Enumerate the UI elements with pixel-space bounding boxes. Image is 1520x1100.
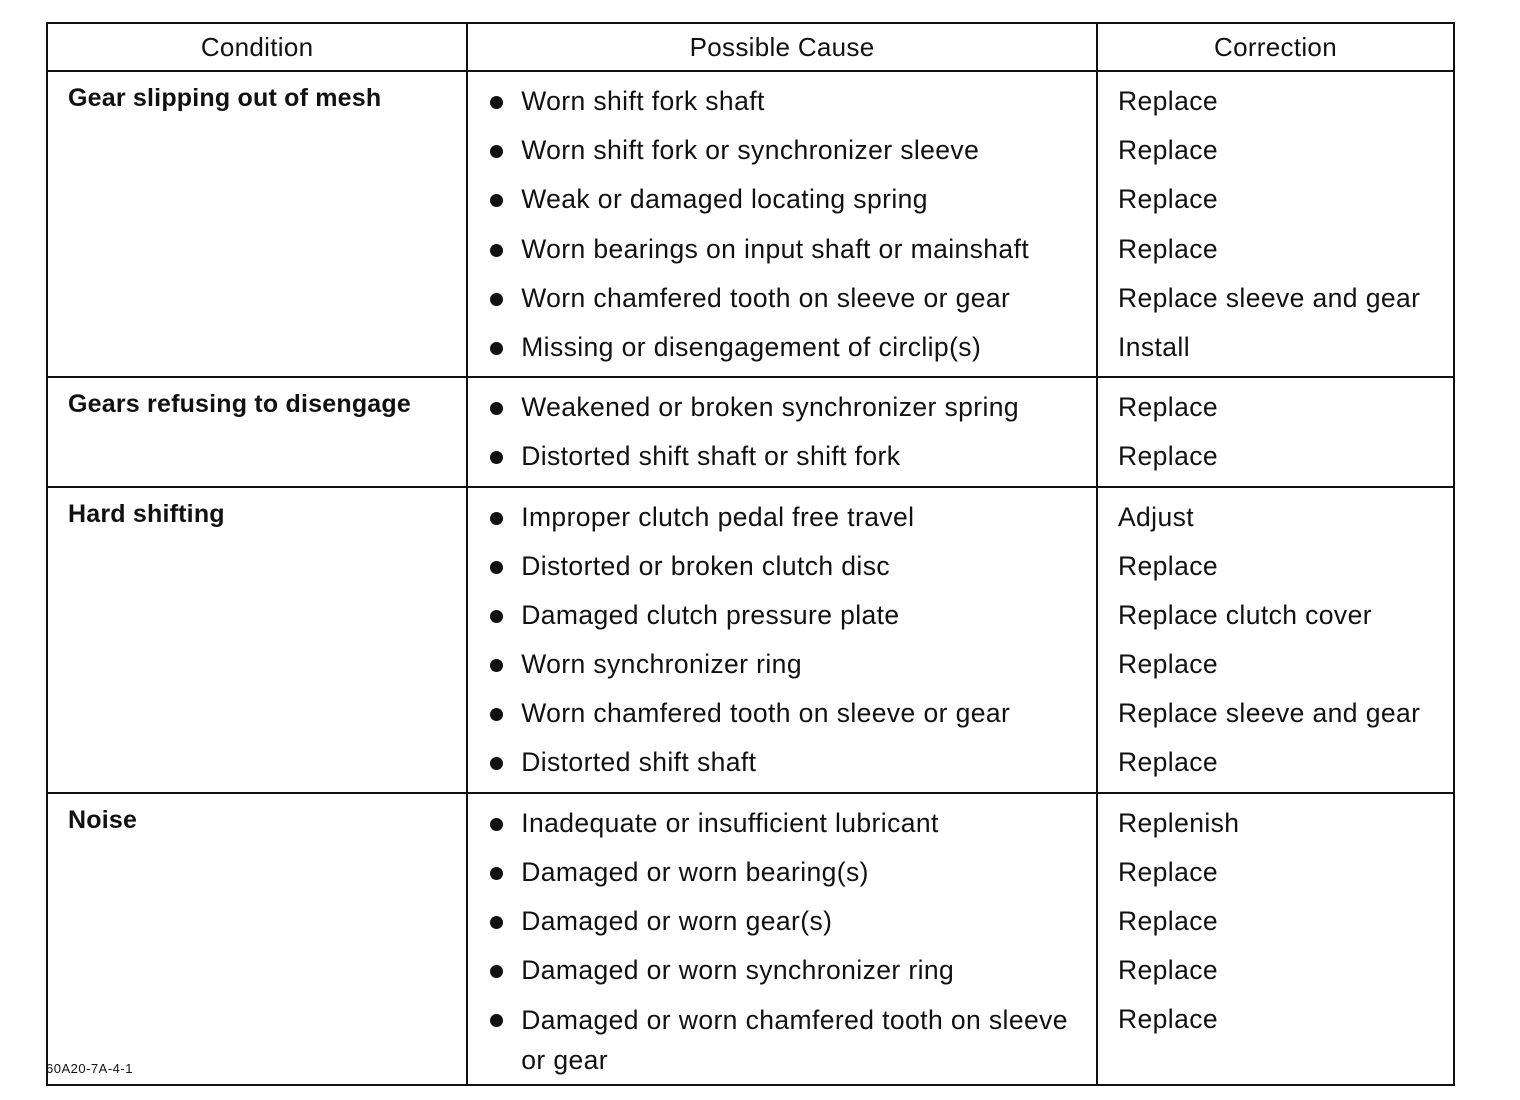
bullet-icon [490,512,503,525]
correction-text: Replace [1117,550,1218,581]
condition-group-row [47,377,1454,486]
bullet-icon [490,194,503,207]
cause-text: Damaged or worn chamfered tooth on sleeve or gear [521,1005,1068,1076]
bullet-icon [490,659,503,672]
correction-cell [1097,793,1454,1086]
cause-item [468,493,1096,542]
bullet-icon [490,342,503,355]
possible-cause-cell [467,487,1097,793]
header-condition: Condition [47,23,467,71]
correction-text: Replace clutch cover [1117,599,1372,630]
cause-text: Worn synchronizer ring [521,649,802,680]
cause-item [468,897,1096,946]
correction-text: Replace sleeve and gear [1117,698,1421,729]
cause-item [468,432,1096,481]
cause-text: Distorted shift shaft or shift fork [521,441,901,472]
cause-text: Missing or disengagement of circlip(s) [521,331,982,362]
correction-text: Replace [1117,649,1218,680]
correction-cell [1097,487,1454,793]
cause-item [468,946,1096,995]
condition-cell: Gear slipping out of mesh [47,71,467,377]
cause-text: Damaged or worn synchronizer ring [521,955,955,986]
cause-text: Damaged or worn bearing(s) [521,856,869,887]
bullet-icon [490,610,503,623]
correction-text: Adjust [1117,501,1195,532]
correction-cell [1097,71,1454,377]
condition-cell: Gears refusing to disengage [47,377,467,486]
possible-cause-cell [467,71,1097,377]
correction-text: Replace [1117,135,1218,166]
correction-text: Replace [1117,747,1218,778]
condition-group-row [47,71,1454,377]
bullet-icon [490,145,503,158]
cause-item [468,274,1096,323]
bullet-icon [490,244,503,257]
correction-text: Replace [1117,86,1218,116]
cause-item [468,848,1096,897]
cause-text: Inadequate or insufficient lubricant [521,807,939,838]
cause-item [468,542,1096,591]
bullet-icon [490,916,503,929]
cause-text: Distorted or broken clutch disc [521,550,891,581]
cause-item [468,126,1096,175]
cause-item [468,689,1096,738]
header-possible-cause: Possible Cause [467,23,1097,71]
cause-item [468,225,1096,274]
bullet-icon [490,1014,503,1027]
cause-text: Worn shift fork or synchronizer sleeve [521,135,980,166]
bullet-icon [490,451,503,464]
cause-item [468,77,1096,126]
cause-item [468,323,1096,372]
correction-text: Replace [1117,392,1218,423]
condition-group-row [47,793,1454,1086]
figure-code: 60A20-7A-4-1 [46,1061,133,1076]
correction-text: Replace [1117,856,1218,887]
header-correction: Correction [1097,23,1454,71]
possible-cause-cell [467,377,1097,486]
correction-text: Replace [1117,233,1218,264]
bullet-icon [490,293,503,306]
cause-item [468,175,1096,224]
cause-item [468,995,1096,1080]
correction-text: Install [1117,331,1190,362]
bullet-icon [490,757,503,770]
cause-text: Worn chamfered tooth on sleeve or gear [521,282,1011,313]
troubleshooting-table [46,22,1455,1086]
correction-cell [1097,377,1454,486]
bullet-icon [490,818,503,831]
bullet-icon [490,708,503,721]
table-body [47,71,1454,1085]
bullet-icon [490,402,503,415]
correction-text: Replace [1117,955,1218,986]
bullet-icon [490,96,503,109]
correction-text: Replenish [1117,807,1240,838]
cause-item [468,640,1096,689]
correction-text: Replace [1117,441,1218,472]
cause-item [468,738,1096,787]
cause-item [468,799,1096,848]
possible-cause-cell [467,793,1097,1086]
correction-text: Replace [1117,1004,1218,1035]
cause-text: Worn shift fork shaft [521,86,765,116]
condition-cell: Noise [47,793,467,1086]
cause-text: Weakened or broken synchronizer spring [521,392,1020,423]
cause-text: Damaged or worn gear(s) [521,906,833,936]
cause-text: Weak or damaged locating spring [521,184,928,215]
bullet-icon [490,561,503,574]
bullet-icon [490,965,503,978]
cause-text: Worn chamfered tooth on sleeve or gear [521,698,1011,729]
table-header-row [47,23,1454,71]
correction-text: Replace [1117,184,1218,215]
cause-item [468,383,1096,432]
cause-text: Improper clutch pedal free travel [521,501,915,532]
cause-item [468,591,1096,640]
cause-text: Damaged clutch pressure plate [521,599,900,630]
bullet-icon [490,867,503,880]
condition-group-row [47,487,1454,793]
correction-text: Replace sleeve and gear [1117,282,1421,313]
cause-text: Distorted shift shaft [521,747,757,778]
cause-text: Worn bearings on input shaft or mainshaft [521,233,1030,264]
correction-text: Replace [1117,906,1218,936]
condition-cell: Hard shifting [47,487,467,793]
